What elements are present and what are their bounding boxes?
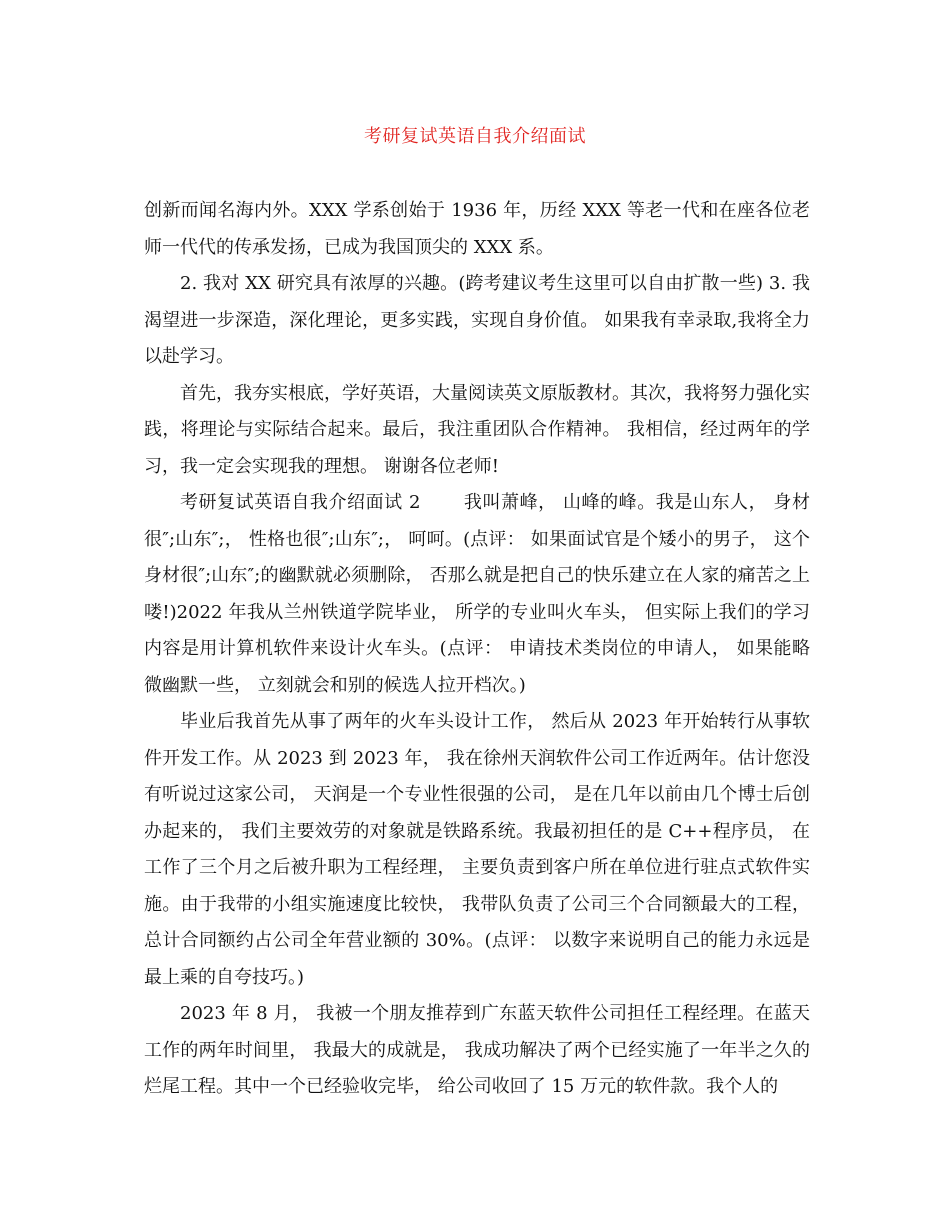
paragraph-4: 考研复试英语自我介绍面试 2 我叫萧峰， 山峰的峰。我是山东人， 身材很″;山东″;， 性格也很″;山东″;， 呵呵。(点评： 如果面试官是个矮小的男子， 这个身材很″;山东″;的幽默就必须删除， 否那么就是把自己的快乐建立在人家的痛苦之上喽!)2022 年我从兰州铁道学院毕业， 所学的专业叫火车头， 但实际上我们的学习内容是用计算机软件来设计火车头。(点评： 申请技术类岗位的申请人， 如果能略微幽默一些， 立刻就会和别的候选人拉开档次。) (144, 492, 810, 696)
paragraph-1: 创新而闻名海内外。XXX 学系创始于 1936 年，历经 XXX 等老一代和在座各位老师一代代的传承发扬，已成为我国顶尖的 XXX 系。 (144, 200, 810, 258)
paragraph-3: 首先，我夯实根底，学好英语，大量阅读英文原版教材。其次，我将努力强化实践，将理论与实际结合起来。最后，我注重团队合作精神。 我相信，经过两年的学习，我一定会实现我的理想。 谢谢各位老师! (144, 382, 810, 477)
paragraph-2: 2. 我对 XX 研究具有浓厚的兴趣。(跨考建议考生这里可以自由扩散一些) 3. 我渴望进一步深造，深化理论，更多实践，实现自身价值。 如果我有幸录取,我将全力以赴学习。 (144, 273, 810, 367)
document-body (144, 193, 810, 1106)
paragraph-6: 2023 年 8 月， 我被一个朋友推荐到广东蓝天软件公司担任工程经理。在蓝天工作的两年时间里， 我最大的成就是， 我成功解决了两个已经实施了一年半之久的烂尾工程。其中一个已经验收完毕， 给公司收回了 15 万元的软件款。我个人的 (144, 1003, 810, 1097)
document-title: 考研复试英语自我介绍面试 (364, 126, 586, 147)
paragraph-5: 毕业后我首先从事了两年的火车头设计工作， 然后从 2023 年开始转行从事软件开发工作。从 2023 到 2023 年， 我在徐州天润软件公司工作近两年。估计您没有听说过这家公司， 天润是一个专业性很强的公司， 是在几年以前由几个博士后创办起来的， 我们主要效劳的对象就是铁路系统。我最初担任的是 C++程序员， 在工作了三个月之后被升职为工程经理， 主要负责到客户所在单位进行驻点式软件实施。由于我带的小组实施速度比较快， 我带队负责了公司三个合同额最大的工程， 总计合同额约占公司全年营业额的 30%。(点评： 以数字来说明自己的能力永远是最上乘的自夸技巧。) (144, 711, 810, 988)
